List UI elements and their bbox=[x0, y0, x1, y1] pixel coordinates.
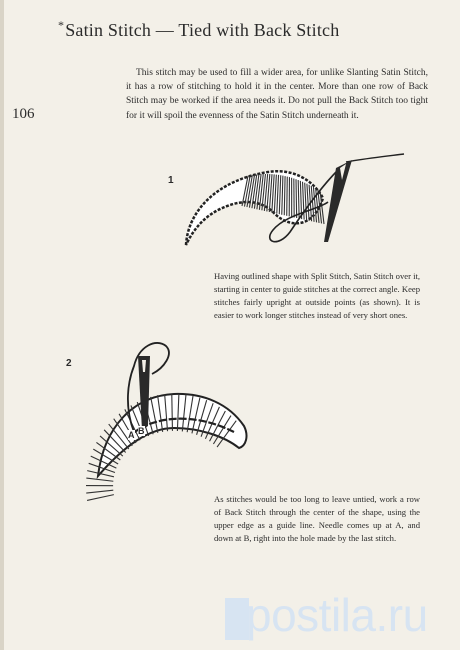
page-title bbox=[58, 18, 339, 41]
figure-2-satin-stitch bbox=[86, 478, 113, 481]
figure-2-illustration bbox=[94, 336, 274, 486]
figure-1-satin-stitch bbox=[296, 179, 297, 218]
figure-1-label: 1 bbox=[168, 175, 174, 186]
point-a-label: A bbox=[128, 430, 135, 440]
figure-2-caption: As stitches would be too long to leave untied, work a row of Back Stitch through the center of the shape, using the upper edge as a guide line. Needle comes up at A, and down at B, right into the hole made by the last stitch. bbox=[214, 494, 420, 543]
title-text: Satin Stitch — Tied with Back Stitch bbox=[65, 20, 340, 40]
point-b-label: B bbox=[138, 426, 145, 436]
figure-2-satin-stitch bbox=[172, 394, 173, 431]
page-binding-edge bbox=[0, 0, 4, 650]
intro-paragraph: This stitch may be used to fill a wider area, for unlike Slanting Satin Stitch, it has a row of stitching to hold it in the center. More than one row of Back Stitch may be worked if the area needs it. Do not pull the Back Stitch too tight for it will spoil the evenness of the Satin Stitch underneath it. bbox=[126, 68, 428, 121]
figure-1-thread-end bbox=[346, 154, 404, 162]
figure-1-caption: Having outlined shape with Split Stitch, Satin Stitch over it, starting in center to guide stitches at the correct angle. Keep stitches fairly upright at outside points (as shown). It is easier to work longer stitches instead of very short ones. bbox=[214, 271, 420, 320]
figure-1-illustration bbox=[178, 150, 418, 250]
figure-1-needle bbox=[324, 160, 352, 242]
figure-2-label: 2 bbox=[66, 358, 72, 369]
figure-2-satin-stitch bbox=[87, 495, 114, 501]
title-asterisk: * bbox=[58, 18, 65, 32]
page-number: 106 bbox=[12, 106, 35, 122]
figure-1-satin-stitch bbox=[287, 177, 288, 216]
figure-2-satin-stitch bbox=[86, 490, 113, 493]
watermark-text: postila.ru bbox=[246, 589, 428, 641]
